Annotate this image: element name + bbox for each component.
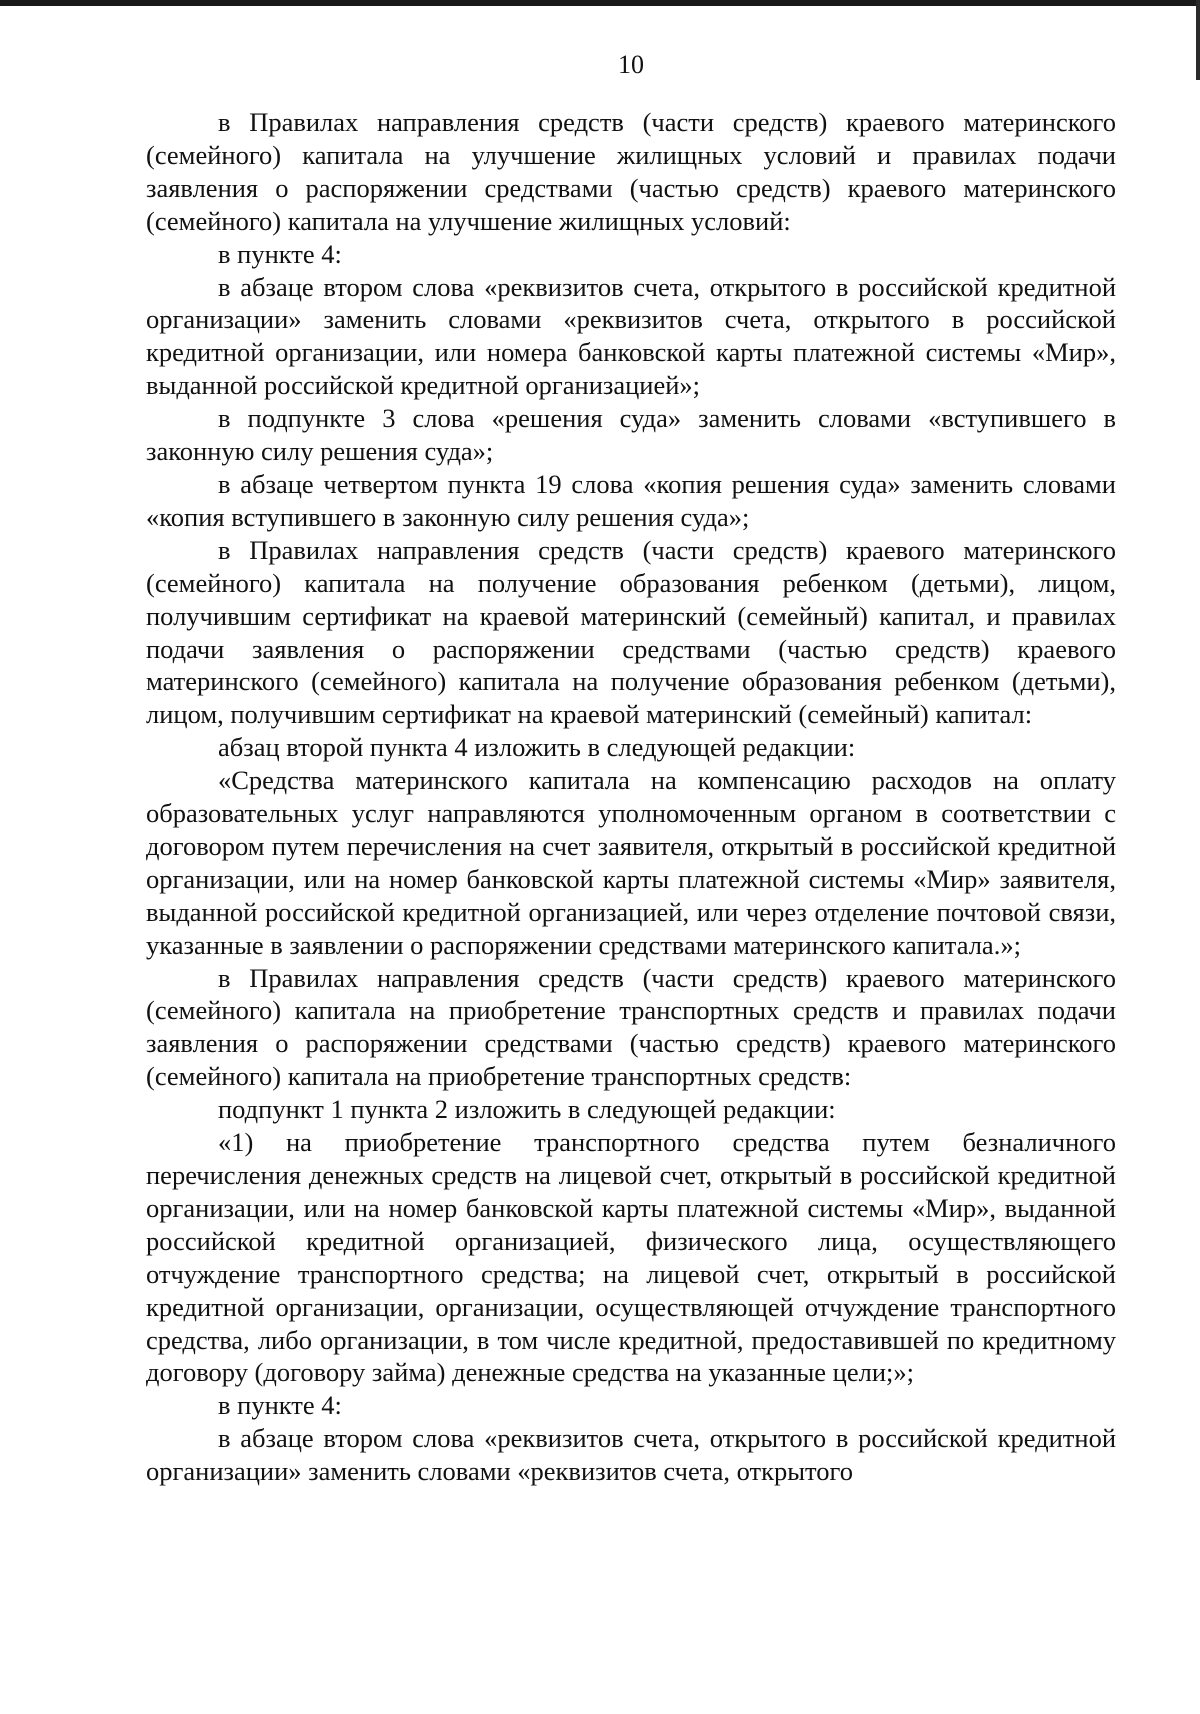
paragraph-item-4-edit: абзац второй пункта 4 изложить в следующей редакции: — [218, 732, 856, 763]
paragraph-item-4-transport: в пункте 4: — [218, 1390, 342, 1421]
paragraph-education-quote: «Средства материнского капитала на компенсацию расходов на оплату образовательных услуг направляются уполномоченным органом в соответствии с договором путем перечисления на счет заявителя, открытый в российской кредитной организации, или на номер банковской карты платежной системы «Мир» заявителя, выданной российской кредитной организацией, или через отделение почтовой связи, указанные в заявлении о распоряжении средствами материнского капитала.»; — [146, 765, 1116, 960]
document-page — [146, 50, 1116, 1488]
paragraph-second-abzac: в абзаце втором слова «реквизитов счета, открытого в российской кредитной организации» заменить словами «реквизитов счета, открытого в российской кредитной организации, или номера банковской карты платежной системы «Мир», выданной российской кредитной организацией»; — [146, 271, 1116, 401]
scan-top-edge — [0, 0, 1200, 6]
paragraph-item-19: в абзаце четвертом пункта 19 слова «копия решения суда» заменить словами «копия вступившего в законную силу решения суда»; — [146, 468, 1116, 532]
paragraph-transport-rules: в Правилах направления средств (части средств) краевого материнского (семейного) капитала на приобретение транспортных средств и правилах подачи заявления о распоряжении средствами (частью средств) краевого материнского (семейного) капитала на приобретение транспортных средств: — [146, 962, 1116, 1092]
paragraph-subitem-1-edit: подпункт 1 пункта 2 изложить в следующей редакции: — [218, 1094, 836, 1125]
scan-right-edge — [1196, 0, 1200, 80]
paragraph-transport-quote: «1) на приобретение транспортного средства путем безналичного перечисления денежных средств на лицевой счет, открытый в российской кредитной организации, или на номер банковской карты платежной системы «Мир», выданной российской кредитной организацией, физического лица, осуществляющего отчуждение транспортного средства; на лицевой счет, открытый в российской кредитной организации, организации, осуществляющей отчуждение транспортного средства, либо организации, в том числе кредитной, предоставившей по кредитному договору (договору займа) денежные средства на указанные цели;»; — [146, 1127, 1116, 1388]
paragraph-housing-rules: в Правилах направления средств (части средств) краевого материнского (семейного) капитала на улучшение жилищных условий и правилах подачи заявления о распоряжении средствами (частью средств) краевого материнского (семейного) капитала на улучшение жилищных условий: — [146, 107, 1116, 236]
paragraph-subitem-3: в подпункте 3 слова «решения суда» заменить словами «вступившего в законную силу решения суда»; — [146, 403, 1116, 467]
paragraph-second-abzac-transport: в абзаце втором слова «реквизитов счета, открытого в российской кредитной организации» заменить словами «реквизитов счета, открытого — [146, 1423, 1116, 1487]
paragraph-item-4: в пункте 4: — [218, 238, 342, 269]
paragraph-education-rules: в Правилах направления средств (части средств) краевого материнского (семейного) капитала на получение образования ребенком (детьми), лицом, получившим сертификат на краевой материнский (семейный) капитал, и правилах подачи заявления о распоряжении средствами (частью средств) краевого материнского (семейного) капитала на получение образования ребенком (детьми), лицом, получившим сертификат на краевой материнский (семейный) капитал: — [146, 534, 1116, 730]
page-number: 10 — [618, 50, 644, 79]
